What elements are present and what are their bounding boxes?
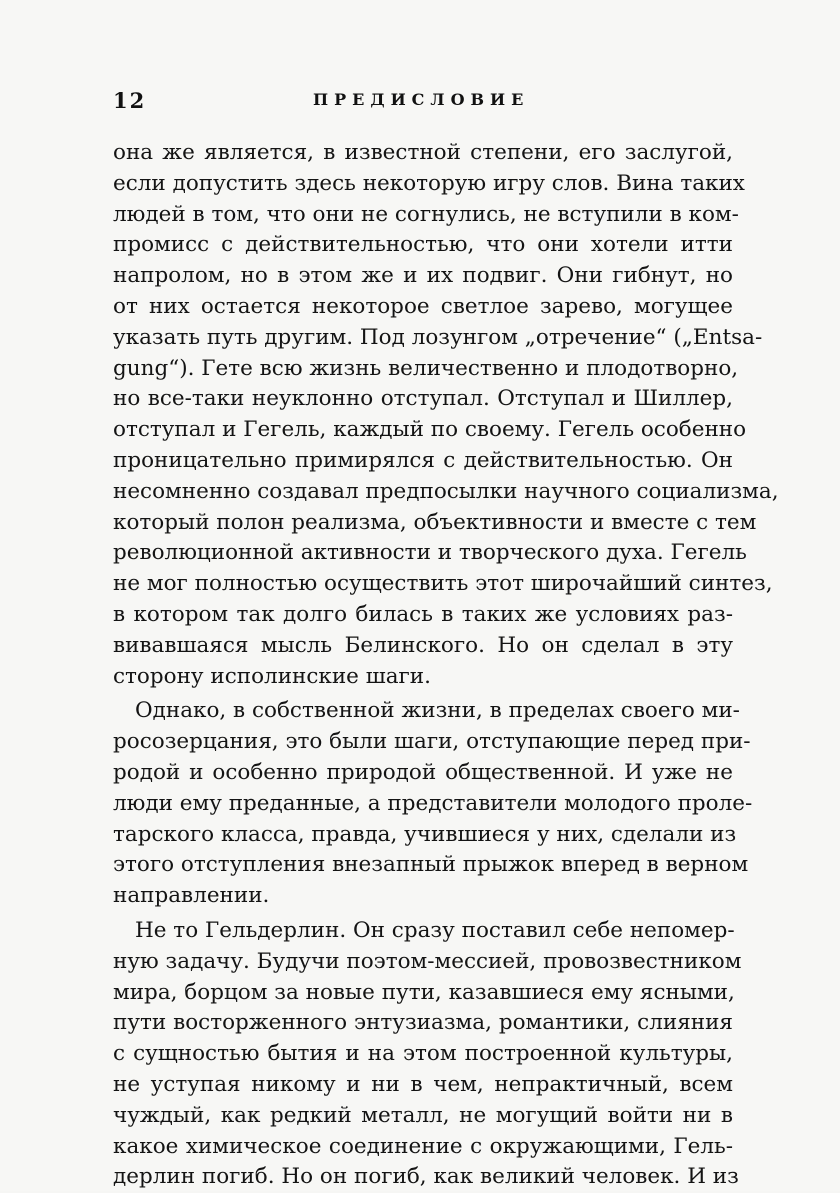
text-line: сторону исполинские шаги. (113, 663, 431, 689)
running-title: ПРЕДИСЛОВИЕ (313, 90, 530, 109)
paragraph (113, 138, 779, 692)
text-line: чуждый, как редкий металл, не могущий войти ни в (113, 1102, 733, 1128)
text-line: мира, борцом за новые пути, казавшиеся ему ясными, (113, 979, 735, 1005)
text-line: gung“). Гете всю жизнь величественно и плодотворно, (113, 355, 739, 381)
text-line: напролом, но в этом же и их подвиг. Они гибнут, но (113, 263, 733, 289)
text-line: с сущностью бытия и на этом построенной культуры, (113, 1041, 733, 1067)
page-header (113, 88, 733, 120)
body-text (113, 138, 779, 1193)
paragraph (113, 696, 753, 912)
text-line: какое химическое соединение с окружающими, Гель- (113, 1133, 733, 1159)
text-line: она же является, в известной степени, его заслугой, (113, 140, 733, 165)
text-line: от них остается некоторое светлое зарево, могущее (113, 293, 733, 319)
text-line: людей в том, что они не согнулись, не вступили в ком- (113, 201, 739, 227)
text-line: но все-таки неуклонно отступал. Отступал и Шиллер, (113, 386, 733, 412)
text-line: росозерцания, это были шаги, отступающие перед при- (113, 729, 751, 755)
text-line: проницательно примирялся с действительностью. Он (113, 447, 733, 473)
page-number: 12 (113, 88, 147, 113)
text-line: пути восторженного энтузиазма, романтики, слияния (113, 1010, 733, 1036)
text-line: тарского класса, правда, учившиеся у них, сделали из (113, 821, 737, 847)
text-line: Однако, в собственной жизни, в пределах своего ми- (135, 698, 740, 724)
text-line: несомненно создавал предпосылки научного социализма, (113, 478, 779, 504)
text-line: ную задачу. Будучи поэтом-мессией, провозвестником (113, 948, 742, 974)
text-line: отступал и Гегель, каждый по своему. Гегель особенно (113, 417, 747, 443)
text-line: не уступая никому и ни в чем, непрактичный, всем (113, 1071, 733, 1097)
text-line: который полон реализма, объективности и вместе с тем (113, 509, 757, 535)
text-line: Не то Гельдерлин. Он сразу поставил себе непомер- (135, 917, 735, 943)
text-line: промисс с действительностью, что они хотели итти (113, 232, 733, 258)
text-line: если допустить здесь некоторую игру слов. Вина таких (113, 170, 745, 196)
text-line: революционной активности и творческого духа. Гегель (113, 540, 747, 566)
text-line: указать путь другим. Под лозунгом „отречение“ („Entsa- (113, 324, 763, 350)
text-line: люди ему преданные, а представители молодого проле- (113, 790, 753, 816)
text-line: в котором так долго билась в таких же условиях раз- (113, 601, 733, 627)
text-line: вивавшаяся мысль Белинского. Но он сделал в эту (113, 632, 733, 658)
text-line: дерлин погиб. Но он погиб, как великий человек. И из (113, 1164, 739, 1190)
paragraph (113, 916, 742, 1193)
text-line: этого отступления внезапный прыжок вперед в верном (113, 852, 749, 878)
text-line: направлении. (113, 883, 270, 909)
text-line: родой и особенно природой общественной. И уже не (113, 759, 733, 785)
text-line: не мог полностью осуществить этот широчайший синтез, (113, 571, 773, 597)
